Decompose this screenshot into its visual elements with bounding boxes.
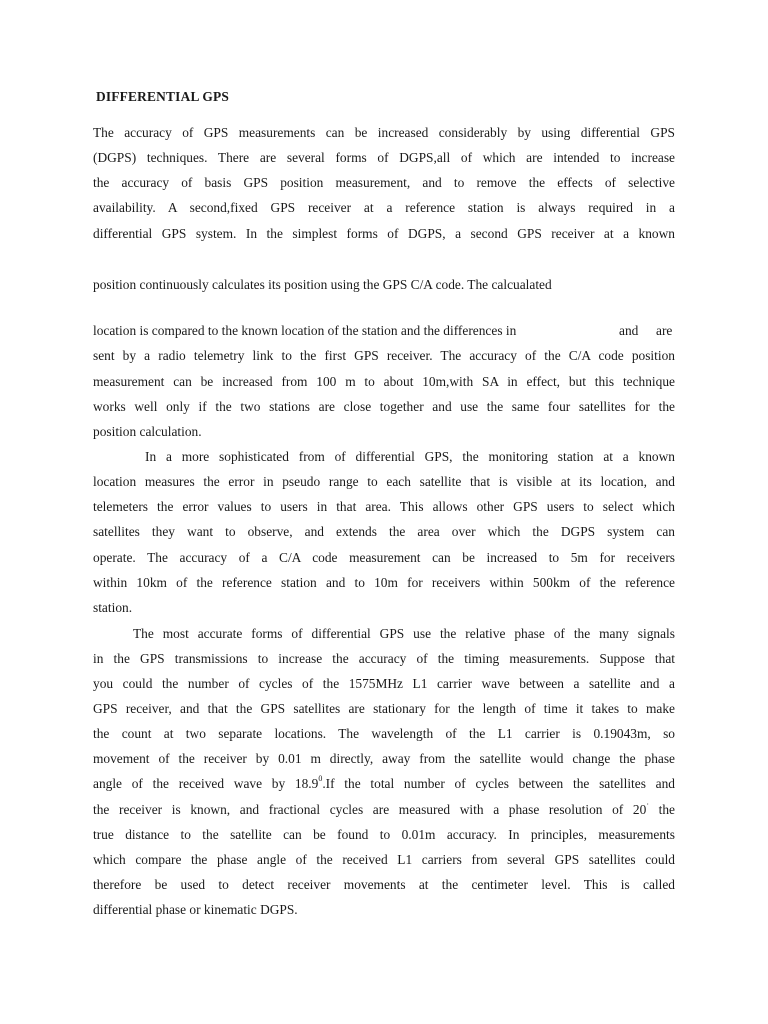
paragraph-line: position continuously calculates its position using the GPS C/A code. The calcualated bbox=[93, 277, 552, 292]
paragraph-line: position calculation. bbox=[93, 424, 202, 439]
paragraph-line: within 10km of the reference station and to 10m for receivers within 500km of the reference bbox=[93, 575, 675, 590]
paragraph-line: movement of the receiver by 0.01 m directly, away from the satellite would change the phase bbox=[93, 751, 675, 766]
paragraph-line: The accuracy of GPS measurements can be increased considerably by using differential GPS bbox=[93, 125, 675, 140]
paragraph-line: the count at two separate locations. The wavelength of the L1 carrier is 0.19043m, so bbox=[93, 726, 675, 741]
paragraph-line: the receiver is known, and fractional cycles are measured with a phase resolution of 20· the bbox=[93, 799, 675, 817]
paragraph-line: satellites they want to observe, and extends the area over which the DGPS system can bbox=[93, 524, 675, 539]
paragraph-line: station. bbox=[93, 600, 133, 615]
paragraph-word: and bbox=[619, 323, 639, 338]
paragraph-line: differential GPS system. In the simplest forms of DGPS, a second GPS receiver at a known bbox=[93, 226, 675, 241]
paragraph-line: in the GPS transmissions to increase the accuracy of the timing measurements. Suppose that bbox=[93, 651, 675, 666]
paragraph-line: In a more sophisticated from of differential GPS, the monitoring station at a known bbox=[145, 449, 675, 464]
paragraph-line: measurement can be increased from 100 m to about 10m,with SA in effect, but this technique bbox=[93, 374, 675, 389]
paragraph-line: you could the number of cycles of the 1575MHz L1 carrier wave between a satellite and a bbox=[93, 676, 675, 691]
paragraph-line: GPS receiver, and that the GPS satellites are stationary for the length of time it takes to make bbox=[93, 701, 675, 716]
paragraph-line: location measures the error in pseudo range to each satellite that is visible at its location, and bbox=[93, 474, 675, 489]
paragraph-word: are bbox=[656, 323, 673, 338]
paragraph-line: sent by a radio telemetry link to the first GPS receiver. The accuracy of the C/A code position bbox=[93, 348, 675, 363]
paragraph-line: operate. The accuracy of a C/A code measurement can be increased to 5m for receivers bbox=[93, 550, 675, 565]
document-title: DIFFERENTIAL GPS bbox=[96, 89, 230, 104]
paragraph-line: the accuracy of basis GPS position measurement, and to remove the effects of selective bbox=[93, 175, 675, 190]
paragraph-line: which compare the phase angle of the received L1 carriers from several GPS satellites could bbox=[93, 852, 675, 867]
paragraph-line: therefore be used to detect receiver movements at the centimeter level. This is called bbox=[93, 877, 675, 892]
paragraph-line: true distance to the satellite can be found to 0.01m accuracy. In principles, measurements bbox=[93, 827, 675, 842]
paragraph-line: differential phase or kinematic DGPS. bbox=[93, 902, 298, 917]
paragraph-line: telemeters the error values to users in that area. This allows other GPS users to select which bbox=[93, 499, 675, 514]
paragraph-line: availability. A second,fixed GPS receiver at a reference station is always required in a bbox=[93, 200, 675, 215]
paragraph-line: works well only if the two stations are close together and use the same four satellites for the bbox=[93, 399, 675, 414]
paragraph-line: location is compared to the known location of the station and the differences in bbox=[93, 323, 517, 338]
paragraph-line: angle of the received wave by 18.9$^0$.If the total number of cycles between the satellites and bbox=[93, 773, 675, 791]
paragraph-line: (DGPS) techniques. There are several forms of DGPS,all of which are intended to increase bbox=[93, 150, 675, 165]
paragraph-line: The most accurate forms of differential GPS use the relative phase of the many signals bbox=[133, 626, 675, 641]
